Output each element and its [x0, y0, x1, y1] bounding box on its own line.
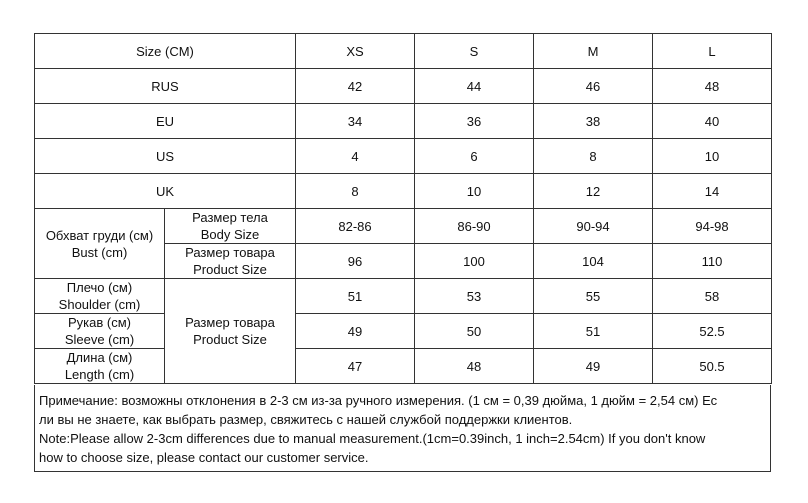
note-line-ru-2: ли вы не знаете, как выбрать размер, свяжитесь с нашей службой поддержки клиентов. [39, 412, 573, 427]
cell: 34 [296, 104, 415, 139]
cell: 110 [653, 244, 772, 279]
bust-label-en: Bust (cm) [71, 244, 128, 260]
cell: 10 [653, 139, 772, 174]
cell: 8 [296, 174, 415, 209]
row-label: EU [35, 104, 296, 139]
cell: 8 [534, 139, 653, 174]
cell: 55 [534, 279, 653, 314]
cell: 38 [534, 104, 653, 139]
header-size-m: M [534, 34, 653, 69]
cell: 82-86 [296, 209, 415, 244]
cell: 48 [415, 349, 534, 384]
cell: 104 [534, 244, 653, 279]
product-size-group-label-en: Product Size [193, 332, 267, 347]
cell: 42 [296, 69, 415, 104]
cell: 58 [653, 279, 772, 314]
product-size-label-en: Product Size [193, 262, 267, 277]
header-row [35, 34, 772, 69]
length-label [35, 349, 165, 384]
length-label-ru: Длина (см) [66, 350, 133, 365]
size-note [34, 385, 771, 472]
bust-label [35, 209, 165, 279]
shoulder-label-ru: Плечо (см) [66, 280, 133, 295]
body-size-label [165, 209, 296, 244]
cell: 14 [653, 174, 772, 209]
sleeve-label-en: Sleeve (cm) [64, 332, 135, 347]
table-row-uk [35, 174, 772, 209]
product-size-label-ru: Размер товара [185, 245, 275, 260]
table-row-bust-body [35, 209, 772, 244]
product-size-group-label-ru: Размер товара [185, 315, 275, 330]
table-row-us [35, 139, 772, 174]
table-row-shoulder [35, 279, 772, 314]
shoulder-label [35, 279, 165, 314]
cell: 100 [415, 244, 534, 279]
cell: 49 [296, 314, 415, 349]
header-size-s: S [415, 34, 534, 69]
cell: 49 [534, 349, 653, 384]
product-size-label [165, 244, 296, 279]
cell: 86-90 [415, 209, 534, 244]
cell: 51 [296, 279, 415, 314]
cell: 47 [296, 349, 415, 384]
row-label: US [35, 139, 296, 174]
body-size-label-en: Body Size [200, 227, 260, 242]
length-label-en: Length (cm) [64, 367, 135, 382]
cell: 53 [415, 279, 534, 314]
cell: 51 [534, 314, 653, 349]
cell: 4 [296, 139, 415, 174]
note-line-en-2: how to choose size, please contact our customer service. [39, 450, 369, 465]
sleeve-label-ru: Рукав (см) [68, 315, 131, 330]
cell: 52.5 [653, 314, 772, 349]
cell: 40 [653, 104, 772, 139]
cell: 10 [415, 174, 534, 209]
product-size-group-label [165, 279, 296, 384]
cell: 36 [415, 104, 534, 139]
header-size-label: Size (CM) [35, 34, 296, 69]
cell: 44 [415, 69, 534, 104]
body-size-label-ru: Размер тела [192, 210, 268, 225]
table-row-sleeve [35, 314, 772, 349]
row-label: RUS [35, 69, 296, 104]
cell: 50 [415, 314, 534, 349]
cell: 94-98 [653, 209, 772, 244]
note-line-en-1: Note:Please allow 2-3cm differences due to manual measurement.(1cm=0.39inch, 1 inch=2.54cm) If you don't know [39, 431, 706, 446]
bust-label-ru: Обхват груди (см) [45, 227, 154, 243]
cell: 46 [534, 69, 653, 104]
row-label: UK [35, 174, 296, 209]
cell: 12 [534, 174, 653, 209]
cell: 50.5 [653, 349, 772, 384]
shoulder-label-en: Shoulder (cm) [58, 297, 141, 312]
cell: 48 [653, 69, 772, 104]
table-row-length [35, 349, 772, 384]
header-size-l: L [653, 34, 772, 69]
size-chart-table [34, 33, 772, 384]
sleeve-label [35, 314, 165, 349]
cell: 90-94 [534, 209, 653, 244]
table-row-eu [35, 104, 772, 139]
cell: 96 [296, 244, 415, 279]
table-row-rus [35, 69, 772, 104]
cell: 6 [415, 139, 534, 174]
note-line-ru-1: Примечание: возможны отклонения в 2-3 см из-за ручного измерения. (1 см = 0,39 дюйма, 1 дюйм = 2,54 см) Ес [39, 393, 718, 408]
header-size-xs: XS [296, 34, 415, 69]
